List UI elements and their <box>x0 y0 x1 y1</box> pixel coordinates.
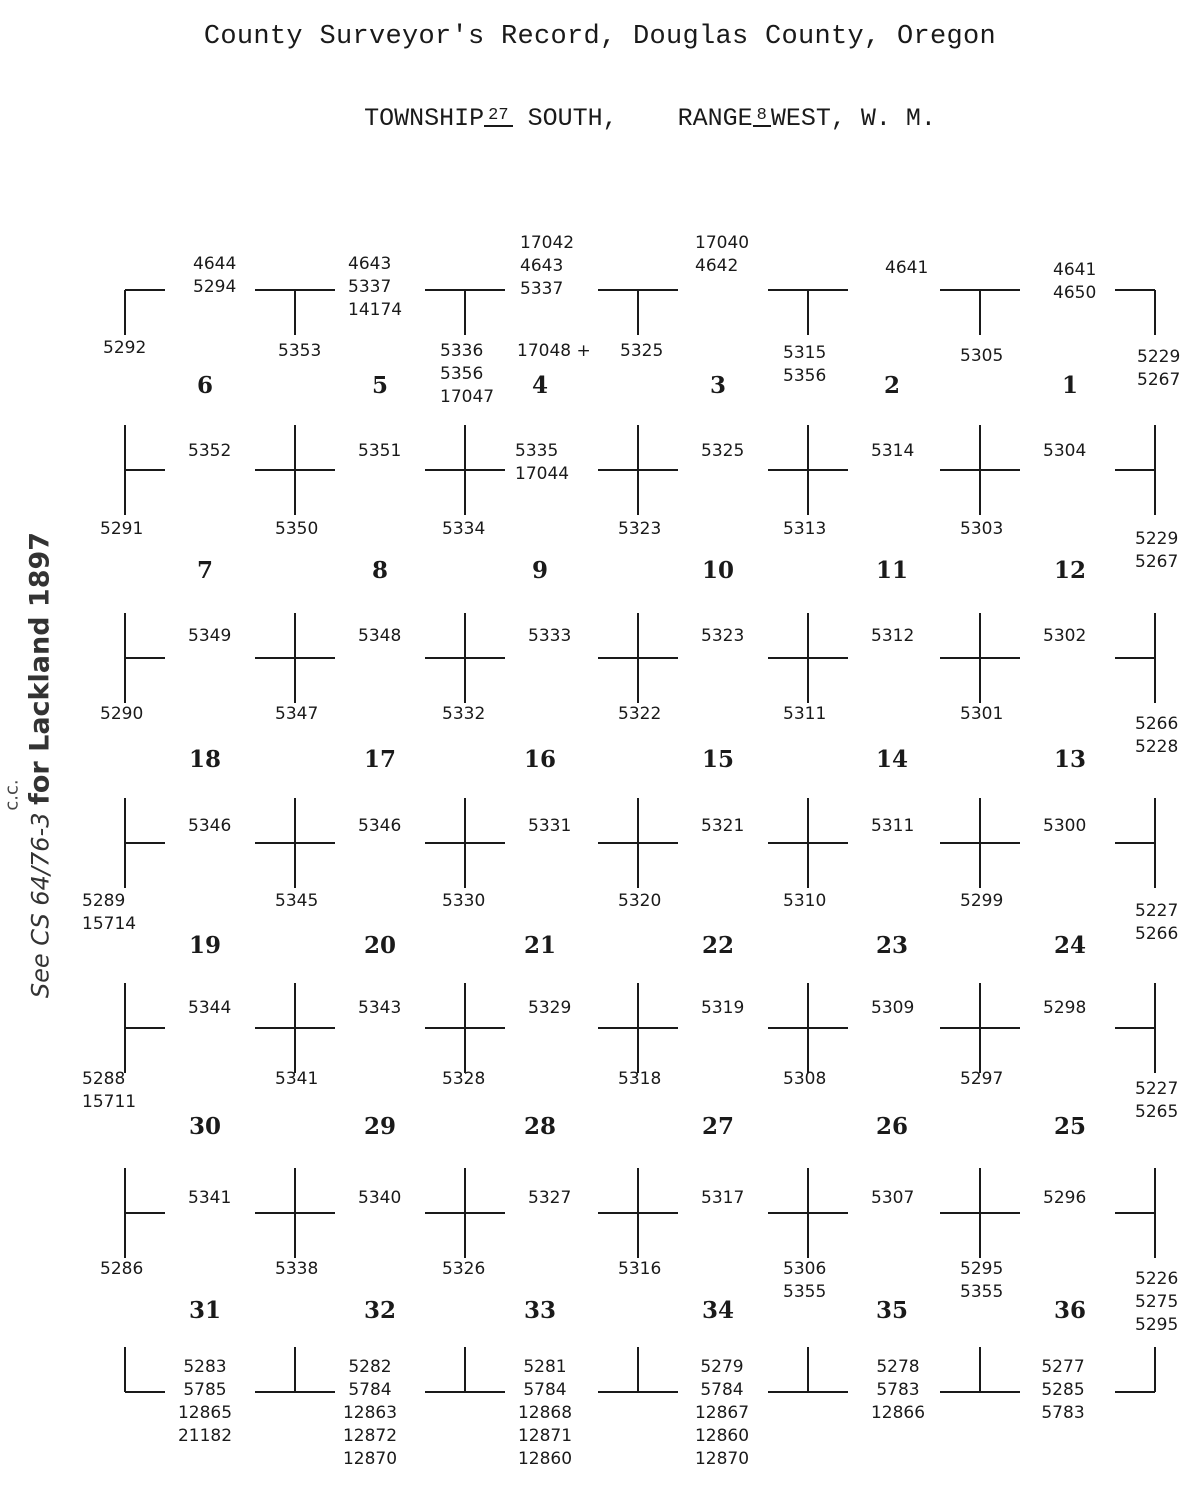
survey-number-r2_top-0: 5349 <box>188 626 232 646</box>
survey-number-r3_top-0: 5346 <box>188 816 232 836</box>
survey-number-r2_bottom-0: 5290 <box>100 704 144 724</box>
survey-number-r1_bottom-3: 5323 <box>618 519 662 539</box>
section-number-32: 32 <box>363 1297 397 1324</box>
survey-number-r5_bottom-1: 5338 <box>275 1259 319 1279</box>
survey-number-r0_bottom-7: 5229 5267 <box>1137 347 1181 390</box>
section-number-28: 28 <box>523 1113 557 1140</box>
township-direction: SOUTH, <box>527 104 618 133</box>
survey-number-r3_bottom-5: 5299 <box>960 891 1004 911</box>
survey-number-r4_top-4: 5309 <box>871 998 915 1018</box>
survey-number-r5_bottom-3: 5316 <box>618 1259 662 1279</box>
side-note-see: See CS 64/76-3 <box>26 812 55 999</box>
survey-number-r1_top-4: 5314 <box>871 441 915 461</box>
survey-number-r1_top-2: 5335 17044 <box>515 441 570 484</box>
survey-number-r5_top-0: 5341 <box>188 1188 232 1208</box>
survey-number-r4_top-5: 5298 <box>1043 998 1087 1018</box>
side-note-initials: c.c. <box>1 779 23 811</box>
township-number: 27 <box>484 106 512 127</box>
survey-number-r6_bottom-2: 5281 5784 12868 12871 12860 <box>517 1357 573 1469</box>
section-number-35: 35 <box>875 1297 909 1324</box>
section-number-15: 15 <box>701 746 735 773</box>
section-number-5: 5 <box>371 372 389 399</box>
section-number-33: 33 <box>523 1297 557 1324</box>
survey-number-r4_bottom-0: 5288 15711 <box>82 1069 137 1112</box>
survey-number-r3_top-2: 5331 <box>528 816 572 836</box>
survey-number-r2_bottom-5: 5301 <box>960 704 1004 724</box>
survey-number-r4_bottom-2: 5328 <box>442 1069 486 1089</box>
township-label: TOWNSHIP <box>364 104 485 133</box>
survey-number-r3_bottom-0: 5289 15714 <box>82 891 137 934</box>
survey-number-r4_bottom-3: 5318 <box>618 1069 662 1089</box>
survey-number-r0_bottom-1: 5353 <box>278 341 322 361</box>
section-number-11: 11 <box>875 557 909 584</box>
survey-number-r5_top-2: 5327 <box>528 1188 572 1208</box>
survey-number-r3_bottom-6: 5227 5266 <box>1135 901 1179 944</box>
survey-number-r2_top-2: 5333 <box>528 626 572 646</box>
survey-number-r5_bottom-6: 5226 5275 5295 <box>1135 1269 1179 1335</box>
survey-number-r4_bottom-4: 5308 <box>783 1069 827 1089</box>
survey-number-r5_top-1: 5340 <box>358 1188 402 1208</box>
survey-number-r2_bottom-1: 5347 <box>275 704 319 724</box>
survey-number-r5_bottom-2: 5326 <box>442 1259 486 1279</box>
survey-number-r4_top-2: 5329 <box>528 998 572 1018</box>
survey-number-r2_top-4: 5312 <box>871 626 915 646</box>
survey-number-r3_bottom-2: 5330 <box>442 891 486 911</box>
section-number-10: 10 <box>701 557 735 584</box>
survey-number-r2_top-3: 5323 <box>701 626 745 646</box>
survey-number-r5_top-4: 5307 <box>871 1188 915 1208</box>
section-number-7: 7 <box>196 557 214 584</box>
section-number-3: 3 <box>709 372 727 399</box>
survey-number-r6_bottom-1: 5282 5784 12863 12872 12870 <box>342 1357 398 1469</box>
section-number-36: 36 <box>1053 1297 1087 1324</box>
section-number-19: 19 <box>188 932 222 959</box>
section-number-20: 20 <box>363 932 397 959</box>
survey-number-r0_top-5: 4641 4650 <box>1053 260 1097 303</box>
survey-number-r4_bottom-1: 5341 <box>275 1069 319 1089</box>
survey-number-r4_bottom-6: 5227 5265 <box>1135 1079 1179 1122</box>
survey-number-r5_bottom-5: 5295 5355 <box>960 1259 1004 1302</box>
survey-number-r1_bottom-4: 5313 <box>783 519 827 539</box>
survey-number-r6_bottom-3: 5279 5784 12867 12860 12870 <box>694 1357 750 1469</box>
survey-number-r3_top-5: 5300 <box>1043 816 1087 836</box>
survey-number-r2_bottom-2: 5332 <box>442 704 486 724</box>
survey-number-r5_top-5: 5296 <box>1043 1188 1087 1208</box>
section-number-25: 25 <box>1053 1113 1087 1140</box>
section-number-18: 18 <box>188 746 222 773</box>
survey-number-r6_bottom-0: 5283 5785 12865 21182 <box>177 1357 233 1446</box>
section-number-24: 24 <box>1053 932 1087 959</box>
survey-number-r0_bottom-6: 5305 <box>960 346 1004 366</box>
range-number: 8 <box>753 106 771 127</box>
survey-number-r0_top-3: 17040 4642 <box>695 233 750 276</box>
section-number-9: 9 <box>531 557 549 584</box>
section-number-31: 31 <box>188 1297 222 1324</box>
survey-number-r1_bottom-1: 5350 <box>275 519 319 539</box>
survey-number-r1_top-5: 5304 <box>1043 441 1087 461</box>
record-title: County Surveyor's Record, Douglas County, Oregon <box>203 22 997 52</box>
survey-number-r0_top-1: 4643 5337 14174 <box>348 254 403 320</box>
section-number-1: 1 <box>1061 372 1079 399</box>
section-number-8: 8 <box>371 557 389 584</box>
survey-number-r2_bottom-3: 5322 <box>618 704 662 724</box>
range-direction: WEST, W. M. <box>770 104 936 133</box>
survey-number-r4_top-1: 5343 <box>358 998 402 1018</box>
section-number-17: 17 <box>363 746 397 773</box>
survey-number-r6_bottom-4: 5278 5783 12866 <box>870 1357 926 1423</box>
survey-number-r3_top-1: 5346 <box>358 816 402 836</box>
section-number-6: 6 <box>196 372 214 399</box>
section-number-23: 23 <box>875 932 909 959</box>
survey-number-r1_top-0: 5352 <box>188 441 232 461</box>
survey-number-r1_top-3: 5325 <box>701 441 745 461</box>
survey-number-r0_bottom-5: 5315 5356 <box>783 343 827 386</box>
section-number-14: 14 <box>875 746 909 773</box>
survey-number-r2_bottom-6: 5266 5228 <box>1135 714 1179 757</box>
range-label: RANGE <box>677 104 753 133</box>
section-number-4: 4 <box>531 372 549 399</box>
survey-number-r1_bottom-6: 5229 5267 <box>1135 529 1179 572</box>
survey-number-r2_top-1: 5348 <box>358 626 402 646</box>
section-number-34: 34 <box>701 1297 735 1324</box>
survey-number-r3_bottom-3: 5320 <box>618 891 662 911</box>
section-number-22: 22 <box>701 932 735 959</box>
survey-number-r0_top-4: 4641 <box>885 258 929 278</box>
section-number-13: 13 <box>1053 746 1087 773</box>
section-number-29: 29 <box>363 1113 397 1140</box>
survey-number-r3_top-4: 5311 <box>871 816 915 836</box>
survey-number-r0_bottom-2: 5336 5356 17047 <box>440 341 495 407</box>
survey-number-r1_bottom-0: 5291 <box>100 519 144 539</box>
survey-number-r2_top-5: 5302 <box>1043 626 1087 646</box>
survey-number-r5_bottom-0: 5286 <box>100 1259 144 1279</box>
side-note-for: for Lackland 1897 <box>24 531 56 805</box>
survey-number-r1_bottom-5: 5303 <box>960 519 1004 539</box>
survey-number-r1_bottom-2: 5334 <box>442 519 486 539</box>
survey-number-r2_bottom-4: 5311 <box>783 704 827 724</box>
survey-number-r0_top-0: 4644 5294 <box>193 254 237 297</box>
survey-number-r0_top-2: 17042 4643 5337 <box>520 233 575 299</box>
survey-number-r4_bottom-5: 5297 <box>960 1069 1004 1089</box>
survey-number-r0_bottom-3: 17048 + <box>517 341 591 361</box>
survey-number-r0_bottom-0: 5292 <box>103 338 147 358</box>
survey-number-r6_bottom-5: 5277 5285 5783 <box>1041 1357 1085 1423</box>
survey-number-r0_bottom-4: 5325 <box>620 341 664 361</box>
survey-number-r5_bottom-4: 5306 5355 <box>783 1259 827 1302</box>
section-number-26: 26 <box>875 1113 909 1140</box>
survey-number-r3_top-3: 5321 <box>701 816 745 836</box>
section-number-27: 27 <box>701 1113 735 1140</box>
survey-number-r3_bottom-4: 5310 <box>783 891 827 911</box>
survey-number-r4_top-0: 5344 <box>188 998 232 1018</box>
section-number-30: 30 <box>188 1113 222 1140</box>
section-number-12: 12 <box>1053 557 1087 584</box>
survey-number-r4_top-3: 5319 <box>701 998 745 1018</box>
survey-number-r1_top-1: 5351 <box>358 441 402 461</box>
section-number-16: 16 <box>523 746 557 773</box>
section-number-21: 21 <box>523 932 557 959</box>
section-number-2: 2 <box>883 372 901 399</box>
survey-number-r5_top-3: 5317 <box>701 1188 745 1208</box>
survey-number-r3_bottom-1: 5345 <box>275 891 319 911</box>
